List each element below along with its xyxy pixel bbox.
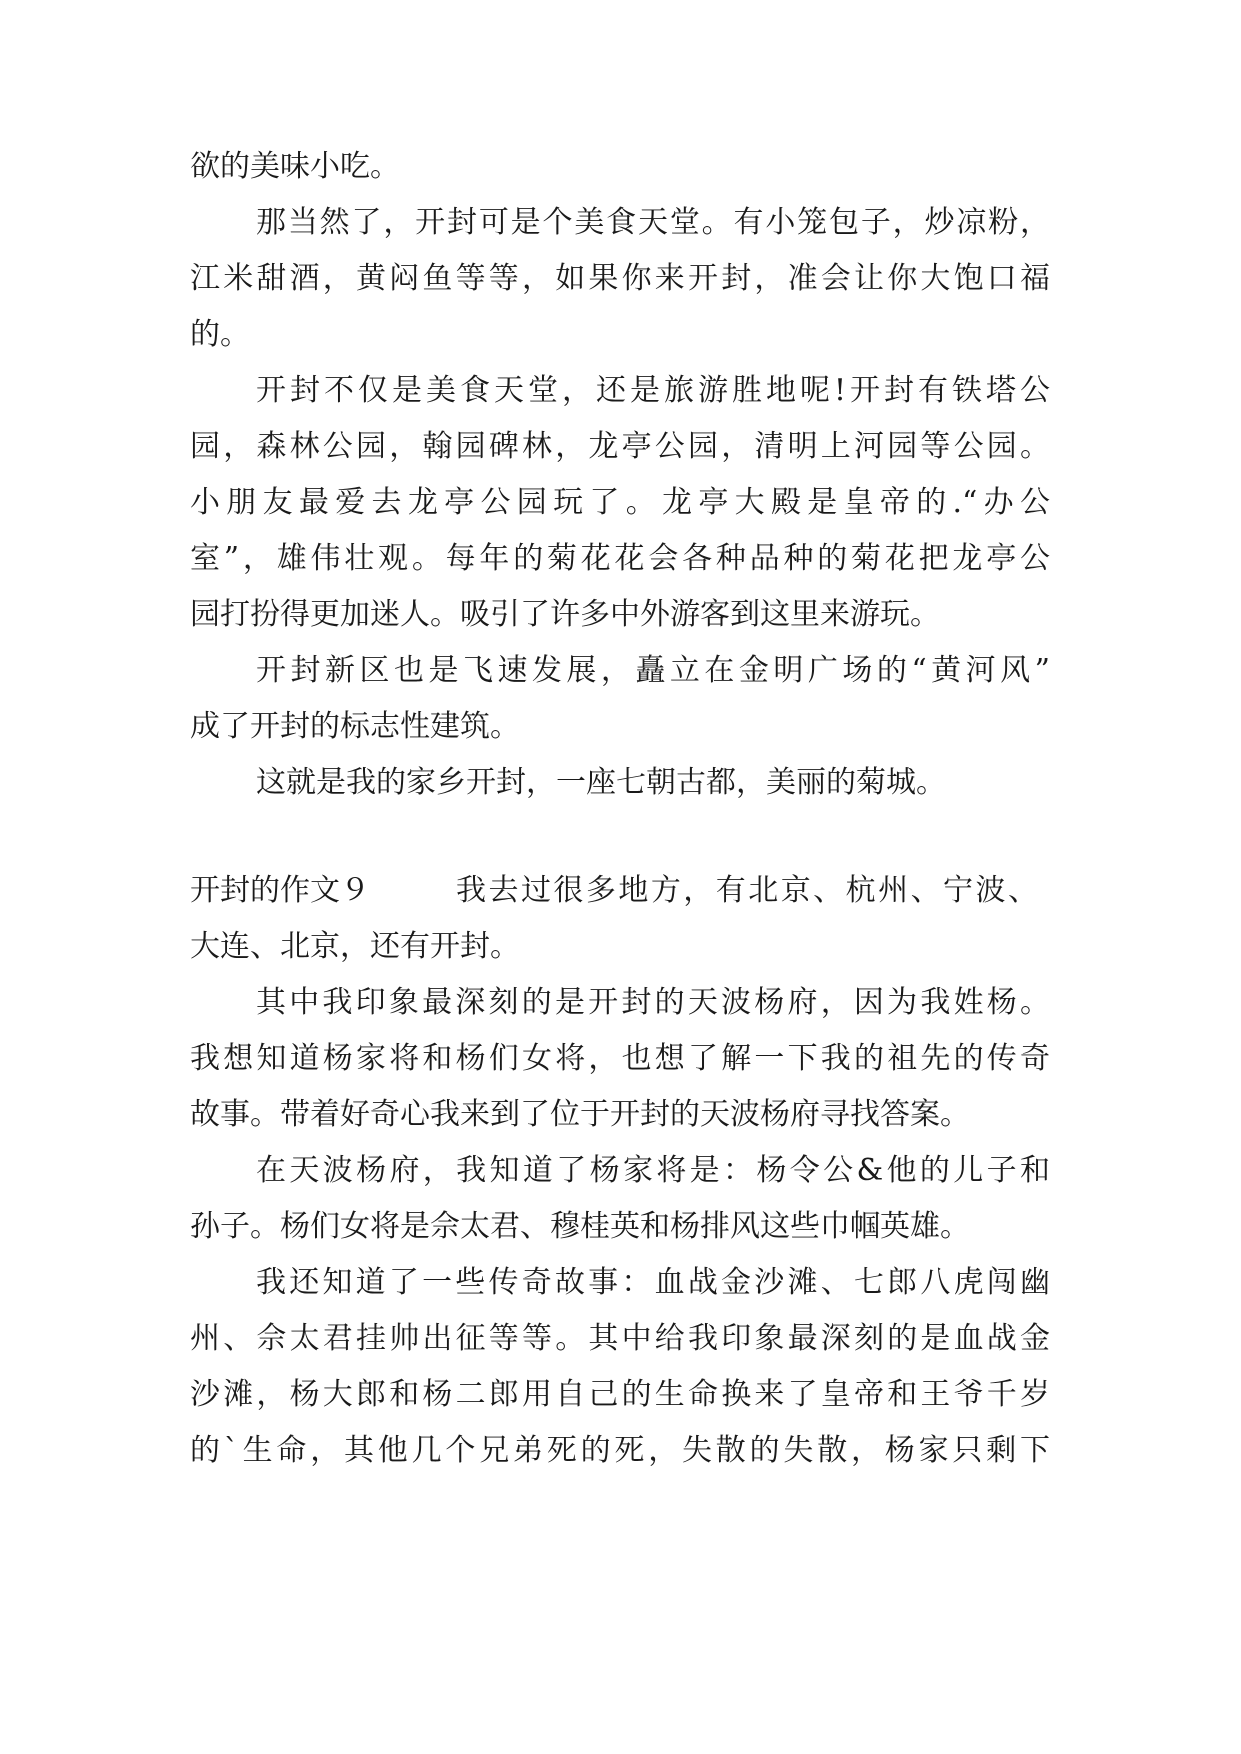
paragraph-line: 在天波杨府，我知道了杨家将是：杨令公&他的儿子和 — [256, 1153, 1050, 1188]
paragraph-line: 我想知道杨家将和杨们女将，也想了解一下我的祖先的传奇 — [190, 1041, 1050, 1076]
paragraph-line: 成了开封的标志性建筑。 — [190, 709, 520, 744]
paragraph-line: 开封不仅是美食天堂，还是旅游胜地呢!开封有铁塔公 — [256, 373, 1050, 408]
paragraph-line: 这就是我的家乡开封，一座七朝古都，美丽的菊城。 — [256, 765, 946, 800]
paragraph-line: 其中我印象最深刻的是开封的天波杨府，因为我姓杨。 — [256, 985, 1050, 1020]
paragraph-line: 那当然了，开封可是个美食天堂。有小笼包子，炒凉粉， — [256, 205, 1050, 240]
paragraph-line: 州、佘太君挂帅出征等等。其中给我印象最深刻的是血战金 — [190, 1321, 1050, 1356]
essay-heading-line — [190, 871, 1038, 911]
paragraph-line: 大连、北京，还有开封。 — [190, 929, 520, 964]
paragraph-line: 的`生命，其他几个兄弟死的死，失散的失散，杨家只剩下 — [190, 1433, 1050, 1468]
paragraph-line: 江米甜酒，黄闷鱼等等，如果你来开封，准会让你大饱口福 — [190, 261, 1050, 296]
paragraph-line: 室”，雄伟壮观。每年的菊花花会各种品种的菊花把龙亭公 — [190, 541, 1050, 576]
paragraph-line: 园打扮得更加迷人。吸引了许多中外游客到这里来游玩。 — [190, 597, 940, 632]
paragraph-line: 的。 — [190, 317, 250, 352]
paragraph-line: 小朋友最爱去龙亭公园玩了。龙亭大殿是皇帝的.“办公 — [190, 485, 1050, 520]
paragraph-line: 故事。带着好奇心我来到了位于开封的天波杨府寻找答案。 — [190, 1097, 970, 1132]
paragraph-line: 开封新区也是飞速发展，矗立在金明广场的“黄河风” — [256, 653, 1050, 688]
paragraph-line: 我还知道了一些传奇故事：血战金沙滩、七郎八虎闯幽 — [256, 1265, 1050, 1300]
paragraph-line: 欲的美味小吃。 — [190, 149, 400, 184]
essay-title: 开封的作文９ — [190, 873, 370, 908]
paragraph-line: 我去过很多地方，有北京、杭州、宁波、 — [456, 873, 1038, 908]
paragraph-line: 孙子。杨们女将是佘太君、穆桂英和杨排风这些巾帼英雄。 — [190, 1209, 970, 1244]
paragraph-line: 沙滩，杨大郎和杨二郎用自己的生命换来了皇帝和王爷千岁 — [190, 1377, 1050, 1412]
paragraph-line: 园，森林公园，翰园碑林，龙亭公园，清明上河园等公园。 — [190, 429, 1050, 464]
